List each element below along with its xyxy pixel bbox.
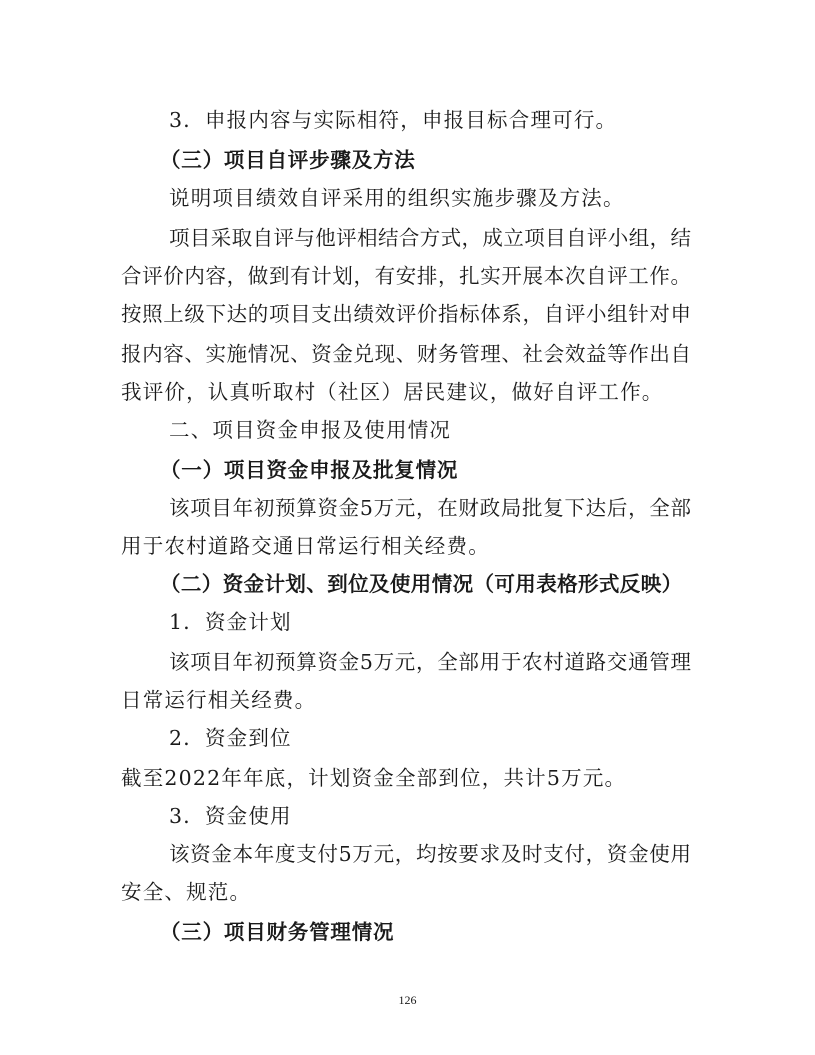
paragraph-line: 该项目年初预算资金5万元，在财政局批复下达后，全部 bbox=[169, 496, 691, 520]
paragraph-line: 3．申报内容与实际相符，申报目标合理可行。 bbox=[169, 108, 618, 132]
paragraph-line: 该项目年初预算资金5万元，全部用于农村道路交通管理 bbox=[169, 650, 691, 674]
paragraph-line: 我评价，认真听取村（社区）居民建议，做好自评工作。 bbox=[121, 380, 664, 404]
section-heading: （三）项目财务管理情况 bbox=[160, 920, 395, 944]
section-heading: （三）项目自评步骤及方法 bbox=[160, 148, 416, 172]
subsection-heading: 3．资金使用 bbox=[169, 804, 292, 828]
paragraph-line: 日常运行相关经费。 bbox=[121, 688, 317, 712]
subsection-heading: 2．资金到位 bbox=[169, 726, 292, 750]
paragraph-line: 说明项目绩效自评采用的组织实施步骤及方法。 bbox=[169, 186, 625, 210]
paragraph-line: 安全、规范。 bbox=[121, 880, 252, 904]
section-heading-plain: 二、项目资金申报及使用情况 bbox=[169, 418, 452, 442]
paragraph-line: 该资金本年度支付5万元，均按要求及时支付，资金使用 bbox=[169, 842, 691, 866]
paragraph-line: 用于农村道路交通日常运行相关经费。 bbox=[121, 534, 490, 558]
paragraph-line: 截至2022年年底，计划资金全部到位，共计5万元。 bbox=[121, 766, 627, 790]
page-number: 126 bbox=[398, 993, 417, 1007]
paragraph-line: 项目采取自评与他评相结合方式，成立项目自评小组，结 bbox=[169, 226, 691, 250]
paragraph-line: 合评价内容，做到有计划，有安排，扎实开展本次自评工作。 bbox=[121, 264, 691, 288]
section-heading: （一）项目资金申报及批复情况 bbox=[160, 458, 459, 482]
paragraph-line: 报内容、实施情况、资金兑现、财务管理、社会效益等作出自 bbox=[121, 342, 691, 366]
paragraph-line: 按照上级下达的项目支出绩效评价指标体系，自评小组针对申 bbox=[121, 302, 691, 326]
subsection-heading: 1．资金计划 bbox=[169, 610, 292, 634]
section-heading: （二）资金计划、到位及使用情况（可用表格形式反映） bbox=[160, 572, 683, 596]
